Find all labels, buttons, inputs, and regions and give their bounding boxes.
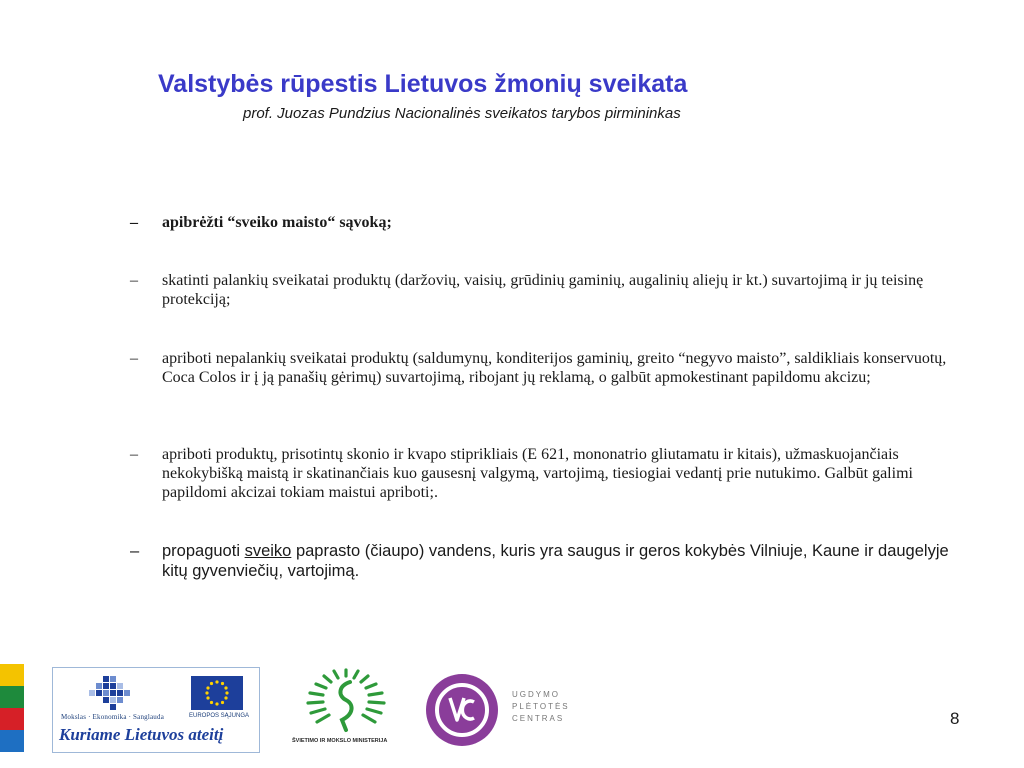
bullet-item xyxy=(130,541,970,581)
bullet-text: skatinti palankių sveikatai produktų (daržovių, vaisių, grūdinių gaminių, augalinių aliejų ir kt.) suvartojimą ir jų teisinę protekciją; xyxy=(162,272,924,308)
upc-logo-icon xyxy=(424,672,500,748)
ministry-emblem-icon xyxy=(288,668,404,736)
upc-line: UGDYMO xyxy=(512,690,560,699)
bullet-text: apibrėžti “sveiko maisto“ sąvoką; xyxy=(162,214,392,231)
ministry-caption: ŠVIETIMO IR MOKSLO MINISTERIJA xyxy=(292,738,388,744)
bullet-item xyxy=(130,349,970,387)
underlined-word: sveiko xyxy=(244,542,292,560)
mosaic-icon xyxy=(89,676,133,710)
esf-slogan: Kuriame Lietuvos ateitį xyxy=(59,725,224,744)
bullet-text: apriboti produktų, prisotintų skonio ir kvapo stiprikliais (E 621, mononatrio gliutamatu ir kitais), užmaskuojančiais nekokybišką maistą ir skatinančiais kuo gausesnį valgymą, vartojimą, tiesiogiai vedantį prie nutukimo. Galbūt galimi papildomi akcizai tokiam maistui apriboti;. xyxy=(162,446,913,501)
bullet-dash: – xyxy=(130,350,138,367)
slide-subtitle: prof. Juozas Pundzius Nacionalinės sveikatos tarybos pirmininkas xyxy=(243,105,681,122)
upc-logo-text xyxy=(512,689,570,725)
color-strip-green xyxy=(0,686,24,708)
bullet-text: apriboti nepalankių sveikatai produktų (saldumynų, konditerijos gaminių, greito “negyvo maisto”, saldikliais konservuotų, Coca Colos ir į ją panašių gėrimų) suvartojimą, ribojant jų reklamą, o galbūt apmokestinant papildomu akcizu; xyxy=(162,350,947,386)
color-strip-blue xyxy=(0,730,24,752)
color-strip-yellow xyxy=(0,664,24,686)
bullet-text-after: paprasto (čiaupo) vandens, kuris yra saugus ir geros kokybės Vilniuje, Kaune ir daugelyje kitų gyvenviečių, vartojimą. xyxy=(162,542,949,580)
upc-line: PLĖTOTĖS xyxy=(512,702,570,711)
ministry-logo xyxy=(288,668,404,748)
page-number: 8 xyxy=(950,709,960,728)
color-strip-red xyxy=(0,708,24,730)
esf-label-left: Mokslas · Ekonomika · Sanglauda xyxy=(61,713,165,721)
bullet-text-before: propaguoti xyxy=(162,542,245,560)
bullet-dash: – xyxy=(130,542,140,560)
bullet-item xyxy=(130,213,970,232)
bullet-dash: – xyxy=(130,214,138,231)
bullet-dash: – xyxy=(130,272,138,289)
esf-logo xyxy=(52,667,260,753)
bullet-text xyxy=(162,541,970,581)
bullet-dash: – xyxy=(130,446,138,463)
eu-flag-icon xyxy=(191,676,243,710)
bullet-item xyxy=(130,445,970,502)
bullet-item xyxy=(130,271,970,309)
upc-line: CENTRAS xyxy=(512,714,565,723)
esf-label-right: EUROPOS SĄJUNGA xyxy=(189,713,250,719)
slide-title: Valstybės rūpestis Lietuvos žmonių sveikata xyxy=(158,70,688,98)
